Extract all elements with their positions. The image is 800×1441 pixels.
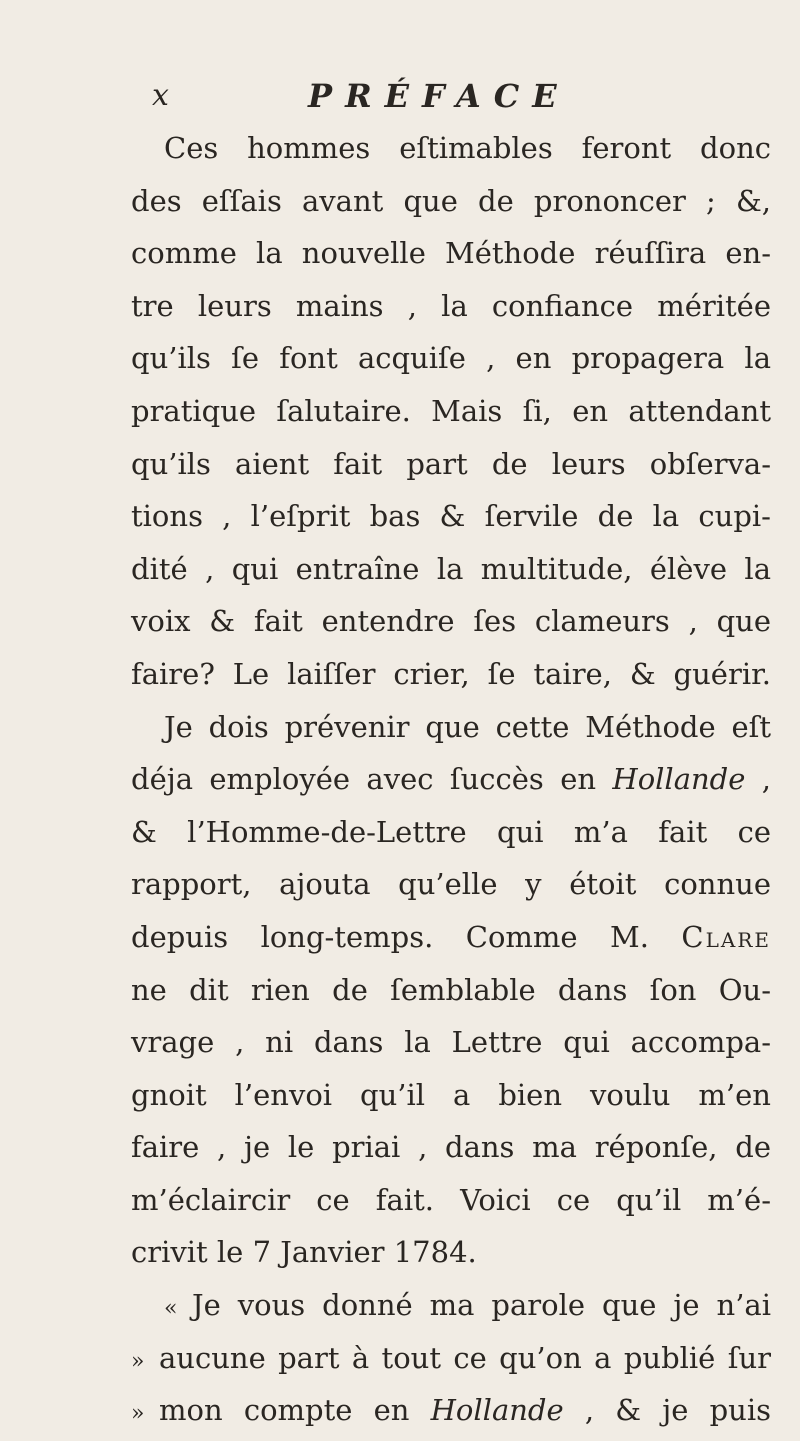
text-line (131, 753, 771, 806)
text-run: depuis long-temps. Comme M. (131, 919, 682, 954)
text-run: mon compte en (159, 1393, 431, 1428)
text-line: Ces hommes eſtimables feront donc (164, 131, 771, 165)
text-line: crivit le 7 Janvier 1784. (131, 1235, 477, 1270)
text-line: faire , je le priai , dans ma réponſe, de (131, 1130, 771, 1165)
text-line: comme la nouvelle Méthode réuſſira en- (131, 236, 771, 271)
text-line: des eſſais avant que de prononcer ; &, (131, 183, 771, 218)
text-run: Je vous donné ma parole que je n’ai (192, 1288, 771, 1323)
text-line: qu’ils ſe font acquiſe , en propagera la (131, 341, 771, 376)
text-run: , & je puis (563, 1393, 771, 1428)
text-line: Je dois prévenir que cette Méthode eſt (164, 709, 771, 744)
quote-line (131, 1332, 771, 1385)
quote-mark: » (131, 1401, 145, 1427)
text-line: tions , l’eſprit bas & ſervile de la cupi- (131, 499, 771, 534)
text-line: ne dit rien de ſemblable dans ſon Ou- (131, 972, 771, 1007)
text-line: & l’Homme-de-Lettre qui m’a fait ce (131, 814, 771, 849)
text-run: , (745, 762, 771, 797)
place-name-italic: Hollande (612, 762, 746, 797)
place-name-italic: Hollande (430, 1393, 564, 1428)
body-text (131, 122, 771, 1437)
text-line (131, 911, 771, 964)
text-run: aucune part à tout ce qu’on a publié ſur (159, 1340, 771, 1375)
quote-line (131, 1384, 771, 1437)
text-line: qu’ils aient fait part de leurs obſerva- (131, 446, 771, 481)
text-line: vrage , ni dans la Lettre qui accompa- (131, 1025, 771, 1060)
text-line: dité , qui entraîne la multitude, élève la (131, 551, 771, 586)
text-line: voix & fait entendre ſes clameurs , que (131, 604, 771, 639)
text-line: pratique ſalutaire. Mais ſi, en attendant (131, 393, 771, 428)
author-name-smallcaps: Clare (681, 919, 771, 954)
text-run: déja employée avec ſuccès en (131, 762, 613, 797)
text-line: faire? Le laiſſer crier, ſe taire, & guérir. (131, 656, 771, 691)
text-line: m’éclaircir ce fait. Voici ce qu’il m’é- (131, 1182, 771, 1217)
text-line: rapport, ajouta qu’elle y étoit connue (131, 867, 771, 902)
quote-mark: « (164, 1296, 178, 1322)
running-title: PRÉFACE (308, 77, 570, 115)
text-line: tre leurs mains , la confiance méritée (131, 288, 771, 323)
quote-line (131, 1279, 771, 1332)
text-line: gnoit l’envoi qu’il a bien voulu m’en (131, 1077, 771, 1112)
page-header (152, 76, 652, 116)
page-number: x (152, 78, 169, 113)
quote-mark: » (131, 1348, 145, 1374)
